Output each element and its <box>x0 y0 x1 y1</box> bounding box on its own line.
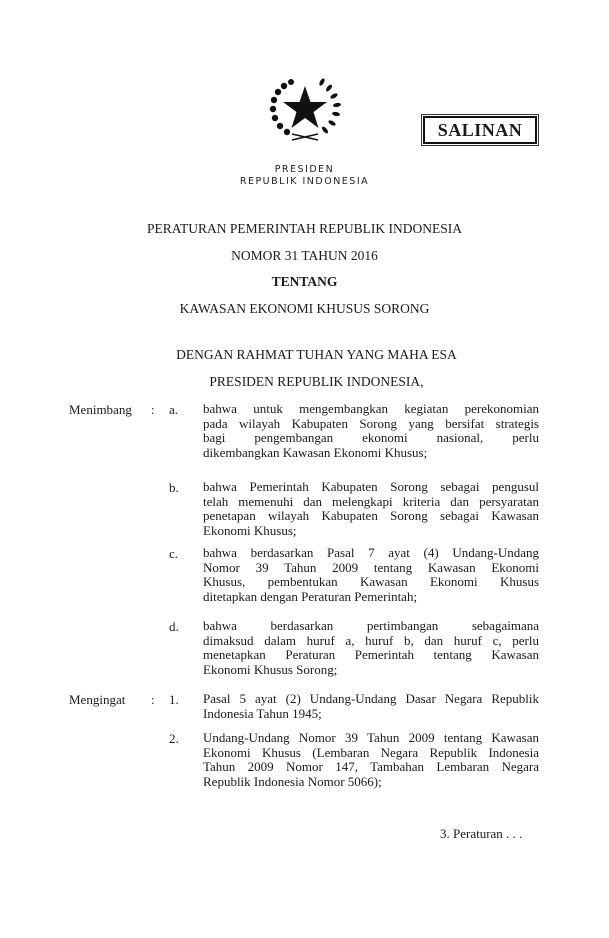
office-line-1: PRESIDEN <box>274 164 335 175</box>
text-line: Indonesia Tahun 1945; <box>203 705 322 721</box>
text-line: bagi pengembangan ekonomi nasional, perlu <box>203 430 539 446</box>
regulation-tentang: TENTANG <box>271 274 338 289</box>
text-line: Undang-Undang Nomor 39 Tahun 2009 tentang Kawasan <box>203 730 539 745</box>
preamble-line-1: DENGAN RAHMAT TUHAN YANG MAHA ESA <box>176 347 457 362</box>
mengingat-item-2 <box>203 731 539 789</box>
regulation-subject: KAWASAN EKONOMI KHUSUS SORONG <box>179 301 430 316</box>
menimbang-item-a <box>203 402 539 460</box>
menimbang-label: Menimbang <box>69 402 132 417</box>
menimbang-colon: : <box>151 402 155 417</box>
regulation-number: NOMOR 31 TAHUN 2016 <box>231 248 378 263</box>
mengingat-colon: : <box>151 692 155 707</box>
text-line: Ekonomi Khusus (Lembaran Negara Republik Indonesia <box>203 744 539 760</box>
presidential-emblem-icon <box>266 72 344 144</box>
mengingat-item-1-marker: 1. <box>169 692 179 707</box>
menimbang-item-b <box>203 480 539 538</box>
menimbang-item-d <box>203 619 539 677</box>
menimbang-item-d-marker: d. <box>169 619 179 634</box>
text-line: Tahun 2009 Nomor 147, Tambahan Lembaran Negara <box>203 759 539 775</box>
text-line: dikembangkan Kawasan Ekonomi Khusus; <box>203 444 428 460</box>
page-continuation: 3. Peraturan . . . <box>440 826 523 841</box>
menimbang-item-a-marker: a. <box>169 402 179 417</box>
text-line: Nomor 39 Tahun 2009 tentang Kawasan Ekonomi <box>203 559 539 575</box>
text-line: penetapan wilayah Kabupaten Sorong sebagai Kawasan <box>203 508 539 524</box>
text-line: Khusus, pembentukan Kawasan Ekonomi Khusus <box>203 574 539 590</box>
preamble-line-2: PRESIDEN REPUBLIK INDONESIA, <box>209 374 424 389</box>
mengingat-item-1 <box>203 692 539 721</box>
text-line: bahwa berdasarkan pertimbangan sebagaimana <box>203 618 539 633</box>
text-line: bahwa berdasarkan Pasal 7 ayat (4) Undang-Undang <box>203 545 539 560</box>
text-line: bahwa untuk mengembangkan kegiatan perekonomian <box>203 401 539 416</box>
menimbang-item-c <box>203 546 539 604</box>
mengingat-item-2-marker: 2. <box>169 731 179 746</box>
salinan-label: SALINAN <box>437 119 523 140</box>
text-line: Pasal 5 ayat (2) Undang-Undang Dasar Negara Republik <box>203 691 539 706</box>
text-line: menetapkan Peraturan Pemerintah tentang Kawasan <box>203 647 539 663</box>
text-line: bahwa Pemerintah Kabupaten Sorong sebagai pengusul <box>203 479 539 494</box>
text-line: telah memenuhi dan melengkapi kriteria dan persyaratan <box>203 493 539 509</box>
text-line: Ekonomi Khusus; <box>203 522 297 538</box>
text-line: dimaksud dalam huruf a, huruf b, dan huruf c, perlu <box>203 632 539 648</box>
text-line: pada wilayah Kabupaten Sorong yang bersifat strategis <box>203 415 539 431</box>
office-line-2: REPUBLIK INDONESIA <box>239 176 370 187</box>
salinan-stamp <box>423 116 537 144</box>
text-line: Republik Indonesia Nomor 5066); <box>203 773 382 789</box>
text-line: Ekonomi Khusus Sorong; <box>203 661 338 677</box>
menimbang-item-b-marker: b. <box>169 480 179 495</box>
mengingat-label: Mengingat <box>69 692 126 707</box>
text-line: ditetapkan dengan Peraturan Pemerintah; <box>203 588 418 604</box>
regulation-type: PERATURAN PEMERINTAH REPUBLIK INDONESIA <box>146 221 463 236</box>
menimbang-item-c-marker: c. <box>169 546 179 561</box>
